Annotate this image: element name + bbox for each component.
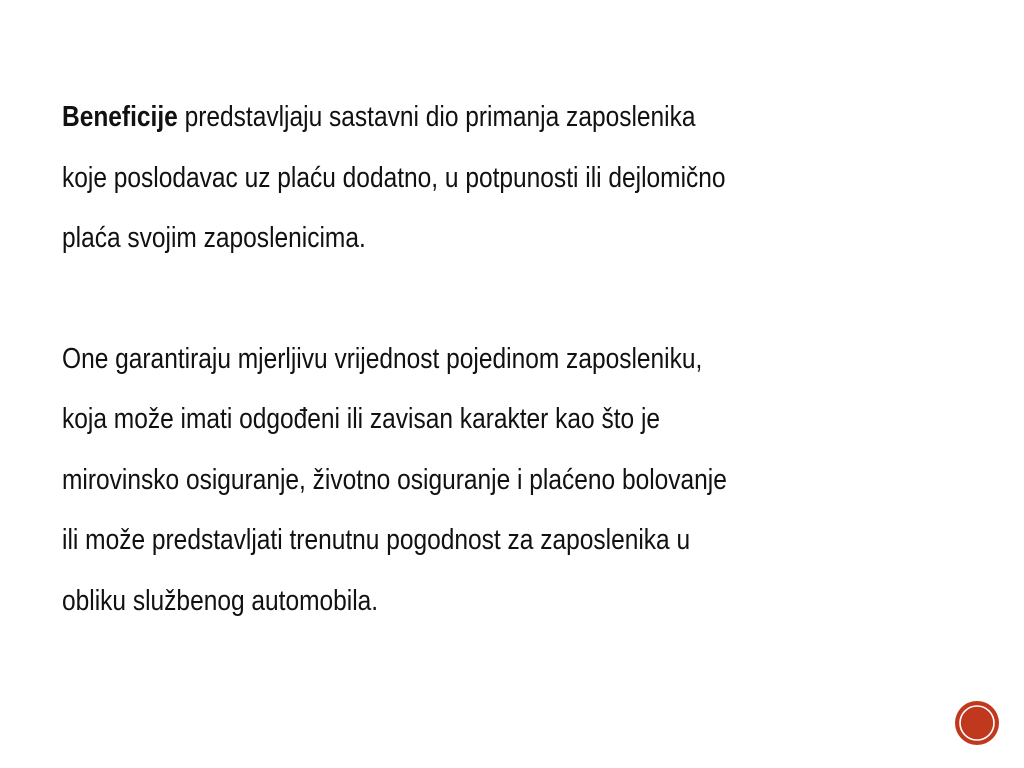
paragraph-2-line-3: mirovinsko osiguranje, životno osiguranje i plaćeno bolovanje: [62, 463, 727, 496]
paragraph-1-line-3: plaća svojim zaposlenicima.: [62, 222, 366, 254]
slide-number-badge-icon: [954, 700, 1000, 746]
paragraph-benefits-definition: [62, 87, 982, 269]
bold-term: Beneficije: [62, 101, 178, 133]
paragraph-1-line-1-rest: predstavljaju sastavni dio primanja zaposlenika: [177, 101, 696, 133]
slide-body: [62, 87, 982, 631]
paragraph-2-line-1: One garantiraju mjerljivu vrijednost pojedinom zaposleniku,: [62, 342, 703, 375]
paragraph-2-line-5: obliku službenog automobila.: [62, 584, 379, 617]
paragraph-spacer: [62, 269, 982, 329]
paragraph-2-line-2: koja može imati odgođeni ili zavisan karakter kao što je: [62, 403, 661, 435]
paragraph-1-line-1: [62, 87, 982, 148]
paragraph-2-line-4: ili može predstavljati trenutnu pogodnost za zaposlenika u: [62, 524, 691, 556]
paragraph-1-line-2: koje poslodavac uz plaću dodatno, u potpunosti ili dejlomično: [62, 161, 726, 194]
paragraph-benefits-value: [62, 329, 982, 632]
